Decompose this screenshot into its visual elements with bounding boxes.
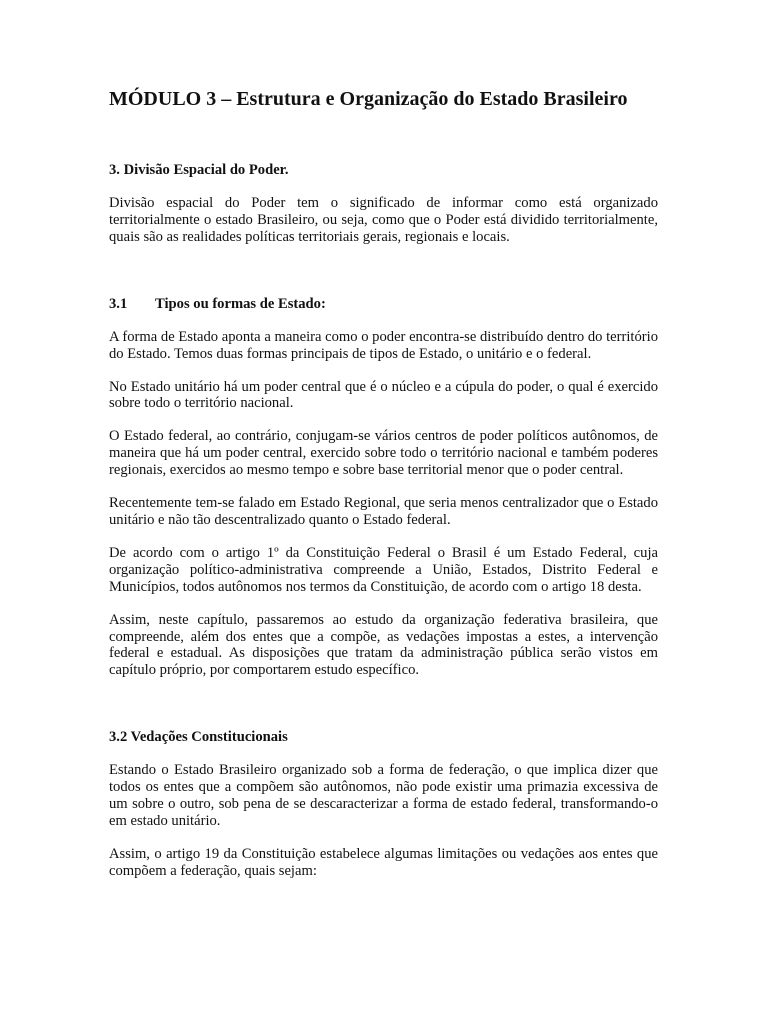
section-3-1-heading xyxy=(109,296,658,313)
section-3-1-paragraph-4: Recentemente tem-se falado em Estado Regional, que seria menos centralizador que o Estado unitário e não tão descentralizado quanto o Estado federal. xyxy=(109,495,658,528)
section-3-1-paragraph-1: A forma de Estado aponta a maneira como o poder encontra-se distribuído dentro do território do Estado. Temos duas formas principais de tipos de Estado, o unitário e o federal. xyxy=(109,328,658,362)
section-3-1-paragraph-2: No Estado unitário há um poder central que é o núcleo e a cúpula do poder, o qual é exercido sobre todo o território nacional. xyxy=(109,378,658,412)
section-spacer xyxy=(109,695,658,729)
section-3-paragraph-1: Divisão espacial do Poder tem o significado de informar como está organizado territorialmente o estado Brasileiro, ou seja, como que o Poder está dividido territorialmente, quais são as realidades políticas territoriais gerais, regionais e locais. xyxy=(109,195,658,245)
section-3-1-paragraph-6: Assim, neste capítulo, passaremos ao estudo da organização federativa brasileira, que compreende, além dos entes que a compõe, as vedações impostas a estes, a intervenção federal e estadual. As disposições que tratam da administração pública serão vistos em capítulo próprio, por comportarem estudo específico. xyxy=(109,611,658,679)
section-3-1-title: Tipos ou formas de Estado: xyxy=(155,295,326,312)
section-3-1-paragraph-3: O Estado federal, ao contrário, conjugam-se vários centros de poder políticos autônomos, de maneira que há um poder central, exercido sobre todo o território nacional e também poderes regionais, exercidos ao mesmo tempo e sobre base territorial menor que o poder central. xyxy=(109,428,658,479)
document-body xyxy=(109,86,658,896)
section-spacer xyxy=(109,262,658,296)
section-3-1-paragraph-5: De acordo com o artigo 1º da Constituição Federal o Brasil é um Estado Federal, cuja organização político-administrativa compreende a União, Estados, Distrito Federal e Municípios, todos autônomos nos termos da Constituição, de acordo com o artigo 18 desta. xyxy=(109,544,658,595)
section-3-2-heading: 3.2 Vedações Constitucionais xyxy=(109,729,288,746)
document-title: MÓDULO 3 – Estrutura e Organização do Estado Brasileiro xyxy=(109,88,628,110)
section-3-2-paragraph-1: Estando o Estado Brasileiro organizado sob a forma de federação, o que implica dizer que todos os entes que a compõem são autônomos, não pode existir uma primazia excessiva de um sobre o outro, sob pena de se descaracterizar a forma de estado federal, transformando-o em estado unitário. xyxy=(109,762,658,829)
section-3-1-number: 3.1 xyxy=(109,295,128,312)
section-3-heading: 3. Divisão Espacial do Poder. xyxy=(109,162,289,178)
section-3-2-paragraph-2: Assim, o artigo 19 da Constituição estabelece algumas limitações ou vedações aos entes que compõem a federação, quais sejam: xyxy=(109,845,658,879)
